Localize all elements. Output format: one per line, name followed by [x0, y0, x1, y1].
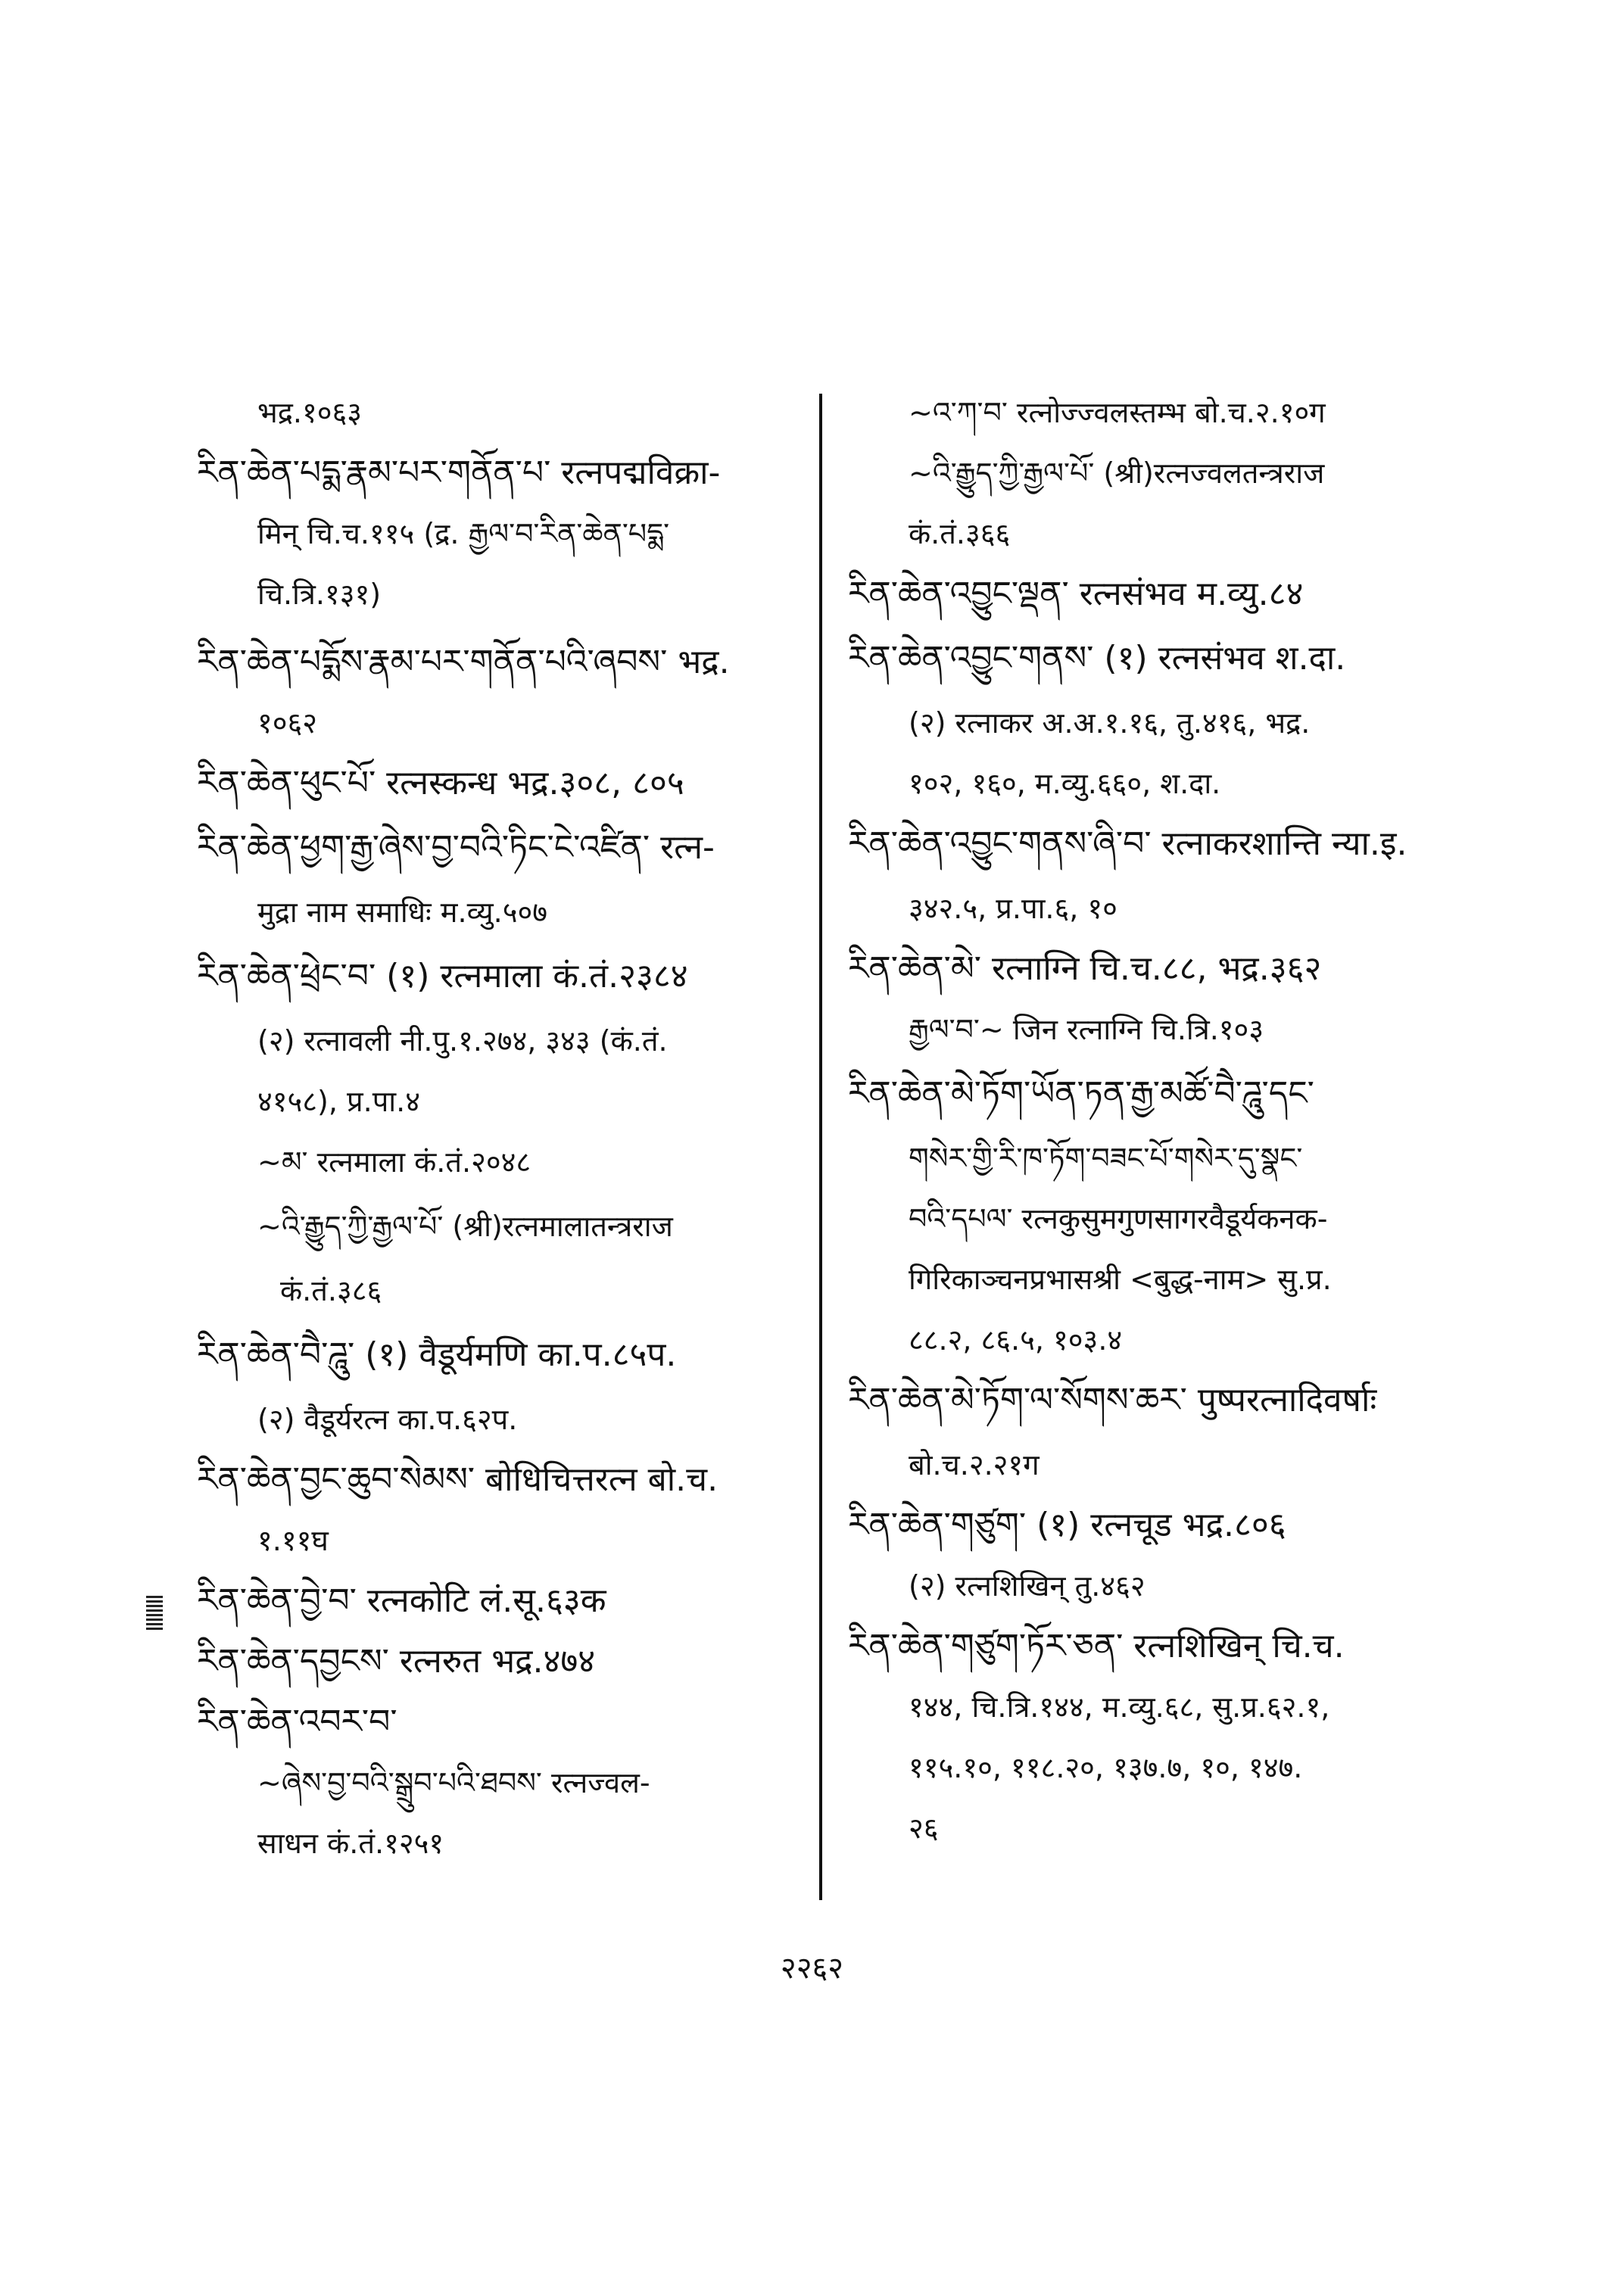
- entry-line: १४४, चि.त्रि.१४४, म.व्यु.६८, सु.प्र.६२.१,: [909, 1690, 1330, 1724]
- entry-line: मुद्रा नाम समाधिः म.व्यु.५०७: [257, 896, 547, 929]
- entry-line: རྒྱལ་བ་~ जिन रत्नाग्नि चि.त्रि.१०३: [909, 1013, 1264, 1046]
- entry-line: ३४२.५, प्र.पा.६, १०: [909, 892, 1117, 925]
- entry-line: ~འི་རྒྱུད་ཀྱི་རྒྱལ་པོ་ (श्री)रत्नज्वलतन्त्रराज: [909, 456, 1325, 490]
- entry-line: ~ཞེས་བྱ་བའི་སྒྲུབ་པའི་ཐབས་ रत्नज्वल-: [257, 1766, 650, 1799]
- entry-line: ४१५८), प्र.पा.४: [257, 1085, 420, 1118]
- entry-line: बो.च.२.२१ग: [909, 1448, 1040, 1481]
- entry-line: གསེར་གྱི་རི་ཁ་ཏོག་བཟང་པོ་གསེར་དུ་སྣང་: [909, 1142, 1303, 1175]
- entry-line: ~འ་ཀ་བ་ रत्नोज्ज्वलस्तम्भ बो.च.२.१०ग: [909, 396, 1326, 429]
- entry-line: རིན་ཆེན་མེ་ रत्नाग्नि चि.च.८८, भद्र.३६२: [848, 949, 1322, 988]
- entry-line: རིན་ཆེན་ཕྲེང་བ་ (१) रत्नमाला कं.तं.२३८४: [197, 957, 688, 995]
- entry-line: (२) रत्नावली नी.पु.१.२७४, ३४३ (कं.तं.: [257, 1024, 668, 1058]
- entry-line: (२) वैडूर्यरत्न का.प.६२प.: [257, 1403, 518, 1436]
- entry-line: (२) रत्नशिखिन् तु.४६२: [909, 1569, 1146, 1603]
- entry-line: རིན་ཆེན་གཙུག་ (१) रत्नचूड भद्र.८०६: [848, 1506, 1286, 1544]
- entry-line: རིན་ཆེན་བྱང་ཆུབ་སེམས་ बोधिचित्तरत्न बो.च.: [197, 1460, 718, 1499]
- entry-line: कं.तं.३६६: [909, 517, 1011, 550]
- entry-line: རིན་ཆེན་ཕུང་པོ་ रत्नस्कन्ध भद्र.३०८, ८०५: [197, 764, 684, 802]
- entry-line: १०२, १६०, म.व्यु.६६०, श.दा.: [909, 767, 1221, 800]
- entry-line: साधन कं.तं.१२५१: [257, 1827, 444, 1860]
- entry-line: भद्र.१०६३: [257, 396, 363, 429]
- page-number: २२६२: [780, 1951, 844, 1986]
- entry-line: བའི་དཔལ་ रत्नकुसुमगुणसागरवैडूर्यकनक-: [909, 1202, 1328, 1235]
- entry-line: चि.त्रि.१३१): [257, 578, 382, 611]
- entry-line: རིན་ཆེན་ཕྱག་རྒྱ་ཞེས་བྱ་བའི་ཏིང་ངེ་འཛིན་ रत्न-: [197, 828, 715, 867]
- entry-line: ~མ་ रत्नमाला कं.तं.२०४८: [257, 1145, 531, 1179]
- entry-line: རིན་ཆེན་བྱེ་བ་ रत्नकोटि लं.सू.६३क: [197, 1581, 606, 1620]
- entry-line: རིན་ཆེན་འབར་བ་: [197, 1703, 397, 1741]
- entry-line: རིན་ཆེན་མེ་ཏོག་ཡོན་ཏན་རྒྱ་མཚོ་བཻ་ཌཱུ་དང་: [848, 1074, 1314, 1113]
- entry-line: ११५.१०, ११८.२०, १३७.७, १०, १४७.: [909, 1751, 1303, 1784]
- entry-line: (२) रत्नाकर अ.अ.१.१६, तु.४१६, भद्र.: [909, 706, 1311, 740]
- entry-line: རིན་ཆེན་དབྱངས་ रत्नरुत भद्र.४७४: [197, 1642, 596, 1681]
- entry-line: རིན་ཆེན་པདྨོས་རྣམ་པར་གནོན་པའི་ཞབས་ भद्र.: [197, 643, 730, 681]
- entry-line: २६: [909, 1812, 939, 1845]
- entry-line: རིན་ཆེན་འབྱུང་ལྡན་ रत्नसंभव म.व्यु.८४: [848, 575, 1304, 613]
- entry-line: རིན་ཆེན་བཻ་ཌཱུ་ (१) वैडूर्यमणि का.प.८५प.: [197, 1335, 677, 1374]
- entry-line: कं.तं.३८६: [280, 1274, 382, 1307]
- entry-line: རིན་ཆེན་པདྨ་རྣམ་པར་གནོན་པ་ रत्नपद्मविक्रा-: [197, 453, 721, 492]
- entry-line: རིན་ཆེན་འབྱུང་གནས་ (१) रत्नसंभव श.दा.: [848, 639, 1346, 678]
- entry-line: १.११घ: [257, 1524, 329, 1557]
- column-divider: [819, 394, 822, 1900]
- entry-line: ~འི་རྒྱུད་ཀྱི་རྒྱལ་པོ་ (श्री)रत्नमालातन्त्रराज: [257, 1210, 673, 1243]
- entry-line: गिरिकाञ्चनप्रभासश्री <बुद्ध-नाम> सु.प्र.: [909, 1263, 1332, 1296]
- entry-line: मिन् चि.च.११५ (द्र. རྒྱལ་བ་རིན་ཆེན་པདྨ་: [257, 517, 670, 550]
- entry-line: རིན་ཆེན་གཙུག་ཏོར་ཅན་ रत्नशिखिन् चि.च.: [848, 1627, 1345, 1665]
- entry-line: ८८.२, ८६.५, १०३.४: [909, 1323, 1123, 1357]
- entry-line: རིན་ཆེན་མེ་ཏོག་ལ་སོགས་ཆར་ पुष्परत्नादिवर्षाः: [848, 1381, 1377, 1419]
- margin-mark: [146, 1596, 163, 1632]
- entry-line: རིན་ཆེན་འབྱུང་གནས་ཞི་བ་ रत्नाकरशान्ति न्या.इ.: [848, 824, 1407, 863]
- entry-line: १०६२: [257, 706, 318, 740]
